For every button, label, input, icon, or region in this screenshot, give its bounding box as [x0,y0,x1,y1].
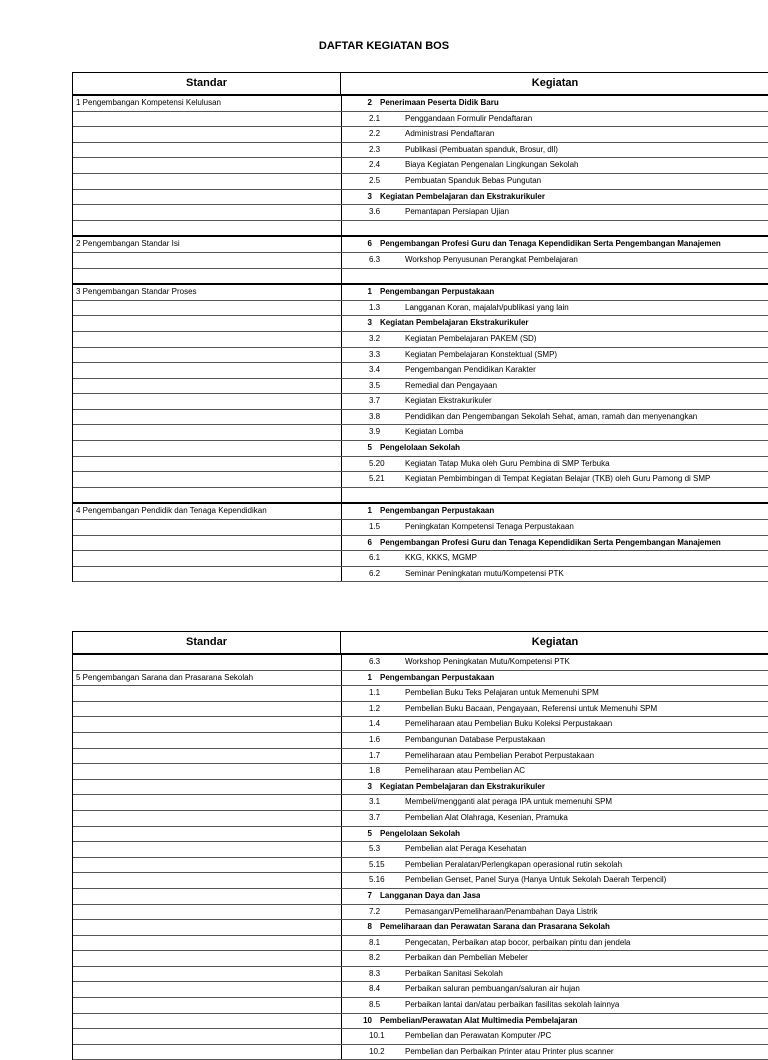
kegiatan-cell [342,457,768,472]
activity-text: Pemantapan Persiapan Ujian [405,207,510,217]
activity-number: 8.2 [369,953,381,963]
kegiatan-cell [342,951,768,966]
activity-number: 3.1 [369,797,381,807]
activity-text: Pengembangan Perpustakaan [380,287,495,297]
activity-number: 6.3 [369,657,381,666]
standar-cell [73,332,342,347]
standar-cell [73,1029,342,1044]
activity-number: 6 [367,239,372,249]
standar-cell [73,951,342,966]
standar-cell [73,873,342,888]
standar-cell [73,174,342,189]
activity-text: Pengembangan Pendidikan Karakter [405,365,536,375]
activity-text: Membeli/mengganti alat peraga IPA untuk memenuhi SPM [405,797,613,807]
activity-text: Pemeliharaan atau Pembelian Buku Koleksi Perpustakaan [405,719,613,729]
kegiatan-cell [342,749,768,764]
activity-number: 3.7 [369,396,381,406]
kegiatan-cell [342,205,768,220]
activity-number: 3.5 [369,380,381,390]
kegiatan-cell [342,237,768,252]
activity-text: Kegiatan Pembelajaran Ekstrakurikuler [380,318,529,328]
standar-cell [73,441,342,456]
table-row [73,520,768,536]
activity-text: Kegiatan Pembelajaran PAKEM (SD) [405,333,537,343]
activity-number: 1.2 [369,703,381,713]
kegiatan-cell [342,174,768,189]
table-row [73,488,768,505]
standar-cell [73,982,342,997]
activity-number: 3 [367,318,372,328]
standar-cell [73,488,342,503]
activity-number: 3.9 [369,427,381,437]
activity-number: 3 [367,191,372,201]
kegiatan-cell [342,285,768,300]
activity-text: Biaya Kegiatan Pengenalan Lingkungan Sekolah [405,160,579,170]
table-row [73,811,768,827]
table-row [73,269,768,286]
activity-number: 3.7 [369,812,381,822]
activity-number: 8.5 [369,1000,381,1010]
table-row [73,237,768,253]
standar-cell [73,363,342,378]
kegiatan-cell [342,221,768,236]
standar-cell [73,858,342,873]
table-row [73,301,768,317]
kegiatan-cell [342,827,768,842]
standar-cell [73,190,342,205]
activity-text: Pemasangan/Pemeliharaan/Penambahan Daya Listrik [405,906,598,916]
activity-text: Pendidikan dan Pengembangan Sekolah Sehat, aman, ramah dan menyenangkan [405,411,698,421]
table-row [73,717,768,733]
activity-text: Pembelian/Perawatan Alat Multimedia Pembelajaran [380,1015,578,1025]
kegiatan-cell [342,536,768,551]
standar-cell [73,348,342,363]
activity-text: Peningkatan Kompetensi Tenaga Perpustakaan [405,522,574,532]
standar-cell [73,551,342,566]
activity-number: 1.7 [369,750,381,760]
kegiatan-cell [342,733,768,748]
kegiatan-cell [342,504,768,519]
standar-cell [73,842,342,857]
activity-text: Pemeliharaan dan Perawatan Sarana dan Prasarana Sekolah [380,922,610,932]
table-row [73,951,768,967]
kegiatan-cell [342,920,768,935]
activity-number: 5.16 [369,875,385,885]
activity-text: Langganan Koran, majalah/publikasi yang lain [405,302,569,312]
activity-number [342,488,372,503]
activity-text: Penggandaan Formulir Pendaftaran [405,113,533,123]
activity-number: 2.4 [369,160,381,170]
table-row [73,127,768,143]
activity-text: Kegiatan Lomba [405,427,464,437]
activity-number: 7.2 [369,906,381,916]
standar-cell [73,749,342,764]
activity-text: Perbaikan Sanitasi Sekolah [405,968,503,978]
standar-cell [73,827,342,842]
activity-table-2 [72,631,768,1060]
activity-number: 5 [367,828,372,838]
activity-number: 2 [367,98,372,107]
standar-cell: 5 Pengembangan Sarana dan Prasarana Sekolah [73,671,342,686]
activity-text: Pembelian dan Perawatan Komputer /PC [405,1031,552,1041]
activity-text: KKG, KKKS, MGMP [405,553,478,563]
standar-cell [73,1014,342,1029]
standar-cell [73,394,342,409]
activity-number: 1 [367,287,372,297]
kegiatan-cell [342,702,768,717]
kegiatan-cell [342,795,768,810]
activity-text [372,221,380,236]
table-row [73,348,768,364]
kegiatan-cell [342,316,768,331]
activity-number: 2.3 [369,144,381,154]
table-header [73,73,768,96]
activity-number: 1.8 [369,766,381,776]
activity-number: 6.2 [369,568,381,578]
standar-cell [73,221,342,236]
activity-text: Pembuatan Spanduk Bebas Pungutan [405,175,542,185]
activity-number: 1.1 [369,688,381,698]
activity-number: 2.5 [369,175,381,185]
standar-cell [73,1045,342,1060]
kegiatan-cell [342,158,768,173]
activity-text: Pengembangan Perpustakaan [380,506,495,516]
activity-text: Kegiatan Pembelajaran dan Ekstrakurikuler [380,191,545,201]
standar-cell: 1 Pengembangan Kompetensi Kelulusan [73,96,342,111]
standar-cell [73,127,342,142]
activity-text: Kegiatan Tatap Muka oleh Guru Pembina di SMP Terbuka [405,458,610,468]
activity-text: Perbaikan lantai dan/atau perbaikan fasilitas sekolah lainnya [405,1000,620,1010]
table-row [73,285,768,301]
standar-cell [73,536,342,551]
standar-cell [73,410,342,425]
kegiatan-cell [342,425,768,440]
table-row [73,920,768,936]
kegiatan-cell [342,410,768,425]
standar-cell [73,316,342,331]
activity-number: 10 [363,1015,372,1025]
activity-text: Pengelolaan Sekolah [380,443,461,453]
table-row [73,143,768,159]
activity-number: 3.3 [369,349,381,359]
table-row [73,551,768,567]
table-row [73,858,768,874]
activity-number: 3 [367,781,372,791]
table-row [73,316,768,332]
standar-cell [73,253,342,268]
activity-number: 1 [367,672,372,682]
standar-cell [73,567,342,582]
table-row [73,425,768,441]
standar-cell [73,379,342,394]
kegiatan-cell [342,1045,768,1060]
table-row [73,780,768,796]
standar-cell: 3 Pengembangan Standar Proses [73,285,342,300]
kegiatan-cell [342,520,768,535]
activity-text: Pembelian Peralatan/Perlengkapan operasional rutin sekolah [405,859,623,869]
standar-cell [73,920,342,935]
table-row [73,158,768,174]
kegiatan-cell [342,112,768,127]
activity-text: Pemeliharaan atau Pembelian Perabot Perpustakaan [405,750,595,760]
standar-cell [73,158,342,173]
table-row [73,379,768,395]
activity-text: Pembangunan Database Perpustakaan [405,734,546,744]
activity-text: Pembelian alat Peraga Kesehatan [405,844,527,854]
activity-number: 6.1 [369,553,381,563]
kegiatan-cell [342,127,768,142]
activity-number: 5.21 [369,474,385,484]
document-title: DAFTAR KEGIATAN BOS [318,40,450,52]
activity-number: 3.6 [369,207,381,217]
activity-text: Kegiatan Pembimbingan di Tempat Kegiatan Belajar (TKB) oleh Guru Pamong di SMP [405,474,711,484]
table-row [73,190,768,206]
activity-text: Pembelian Alat Olahraga, Kesenian, Pramuka [405,812,568,822]
activity-number: 10.1 [369,1031,385,1041]
kegiatan-cell [342,967,768,982]
table-row [73,764,768,780]
kegiatan-cell [342,143,768,158]
kegiatan-cell [342,332,768,347]
table-row [73,441,768,457]
kegiatan-cell [342,551,768,566]
standar-cell [73,967,342,982]
table-row [73,873,768,889]
table-row [73,842,768,858]
table-row [73,795,768,811]
kegiatan-cell [342,671,768,686]
activity-number: 5.20 [369,458,385,468]
activity-number: 5.15 [369,859,385,869]
activity-text: Pembelian Buku Bacaan, Pengayaan, Referensi untuk Memenuhi SPM [405,703,658,713]
table-row [73,889,768,905]
kegiatan-cell [342,717,768,732]
standar-cell [73,112,342,127]
table-row [73,536,768,552]
table-row [73,363,768,379]
kegiatan-cell [342,348,768,363]
standar-cell [73,301,342,316]
activity-text: Langganan Daya dan Jasa [380,890,481,900]
kegiatan-cell [342,686,768,701]
table-row [73,205,768,221]
activity-number: 3.4 [369,365,381,375]
table-row [73,733,768,749]
standar-cell [73,520,342,535]
standar-cell [73,811,342,826]
kegiatan-cell [342,363,768,378]
table-row [73,702,768,718]
activity-text: Pengembangan Profesi Guru dan Tenaga Kependidikan Serta Pengembangan Manajemen [380,537,721,547]
activity-number: 8.4 [369,984,381,994]
standar-cell: 2 Pengembangan Standar Isi [73,237,342,252]
kegiatan-cell [342,301,768,316]
standar-cell [73,795,342,810]
standar-cell [73,936,342,951]
activity-text: Seminar Peningkatan mutu/Kompetensi PTK [405,568,564,578]
kegiatan-cell [342,873,768,888]
kegiatan-cell [342,982,768,997]
kegiatan-cell [342,780,768,795]
standar-cell [73,205,342,220]
table-row [73,1045,768,1060]
table-row [73,567,768,583]
activity-text: Perbaikan dan Pembelian Mebeler [405,953,528,963]
activity-text: Pengembangan Perpustakaan [380,672,495,682]
kegiatan-cell [342,441,768,456]
activity-text: Pemeliharaan atau Pembelian AC [405,766,526,776]
activity-text: Workshop Peningkatan Mutu/Kompetensi PTK [405,657,570,666]
table-row [73,394,768,410]
standar-cell [73,764,342,779]
activity-table-1 [72,72,768,582]
kegiatan-cell [342,567,768,582]
activity-text: Perbaikan saluran pembuangan/saluran air hujan [405,984,580,994]
activity-number: 7 [367,890,372,900]
kegiatan-cell [342,1029,768,1044]
kegiatan-cell [342,488,768,503]
activity-text: Pengembangan Profesi Guru dan Tenaga Kependidikan Serta Pengembangan Manajemen [380,239,721,249]
table-row [73,221,768,238]
standar-cell [73,269,342,284]
activity-number: 8.3 [369,968,381,978]
activity-number: 5.3 [369,844,381,854]
activity-text [372,269,380,284]
standar-cell [73,143,342,158]
header-standar: Standar [73,73,341,94]
standar-cell [73,889,342,904]
standar-cell [73,733,342,748]
kegiatan-cell [342,379,768,394]
kegiatan-cell [342,472,768,487]
kegiatan-cell [342,1014,768,1029]
activity-text: Penerimaan Peserta Didik Baru [380,98,499,107]
table-row [73,112,768,128]
kegiatan-cell [342,905,768,920]
activity-text: Pembelian Buku Teks Pelajaran untuk Memenuhi SPM [405,688,599,698]
table-row [73,936,768,952]
activity-number: 1.5 [369,522,381,532]
kegiatan-cell [342,96,768,111]
kegiatan-cell [342,936,768,951]
table-row [73,749,768,765]
header-kegiatan: Kegiatan [531,636,579,648]
activity-number: 8 [367,922,372,932]
table-row [73,905,768,921]
standar-cell [73,686,342,701]
header-kegiatan: Kegiatan [531,77,579,89]
activity-number: 1 [367,506,372,516]
kegiatan-cell [342,253,768,268]
activity-text: Remedial dan Pengayaan [405,380,498,390]
kegiatan-cell [342,811,768,826]
standar-cell [73,905,342,920]
activity-number: 3.2 [369,333,381,343]
table-row [73,457,768,473]
activity-number: 6 [367,537,372,547]
table-row [73,96,768,112]
table-row [73,332,768,348]
activity-text: Publikasi (Pembuatan spanduk, Brosur, dll) [405,144,558,154]
standar-cell [73,998,342,1013]
table-row [73,410,768,426]
standar-cell [73,457,342,472]
table-row [73,655,768,671]
standar-cell [73,717,342,732]
kegiatan-cell [342,842,768,857]
table-row [73,827,768,843]
activity-number: 1.6 [369,734,381,744]
standar-cell: 4 Pengembangan Pendidik dan Tenaga Kependidikan [73,504,342,519]
table-header [73,632,768,655]
activity-number: 2.1 [369,113,381,123]
activity-text [372,488,380,503]
table-row [73,1029,768,1045]
activity-text: Pengecatan, Perbaikan atap bocor, perbaikan pintu dan jendela [405,937,631,947]
activity-text: Pembelian dan Perbaikan Printer atau Printer plus scanner [405,1046,614,1056]
header-standar: Standar [73,632,341,653]
kegiatan-cell [342,889,768,904]
table-row [73,1014,768,1030]
activity-number: 5 [367,443,372,453]
activity-text: Kegiatan Ekstrakurikuler [405,396,492,406]
standar-cell [73,425,342,440]
table-row [73,504,768,520]
activity-number: 10.2 [369,1046,385,1056]
activity-text: Pembelian Genset, Panel Surya (Hanya Untuk Sekolah Daerah Terpencil) [405,875,667,885]
table-row [73,998,768,1014]
standar-cell [73,702,342,717]
kegiatan-cell [342,190,768,205]
kegiatan-cell [342,394,768,409]
activity-number: 8.1 [369,937,381,947]
activity-number: 3.8 [369,411,381,421]
kegiatan-cell [342,655,768,670]
activity-text: Workshop Penyusunan Perangkat Pembelajaran [405,254,578,264]
activity-text: Administrasi Pendaftaran [405,129,495,139]
table-row [73,253,768,269]
table-row [73,174,768,190]
activity-text: Kegiatan Pembelajaran Konstektual (SMP) [405,349,558,359]
kegiatan-cell [342,764,768,779]
kegiatan-cell [342,858,768,873]
activity-number: 6.3 [369,254,381,264]
table-row [73,982,768,998]
table-row [73,671,768,687]
table-row [73,472,768,488]
activity-number: 1.4 [369,719,381,729]
standar-cell [73,655,342,670]
activity-number [342,221,372,236]
activity-text: Kegiatan Pembelajaran dan Ekstrakurikuler [380,781,545,791]
kegiatan-cell [342,998,768,1013]
activity-number [342,269,372,284]
kegiatan-cell [342,269,768,284]
table-row [73,686,768,702]
activity-number: 1.3 [369,302,381,312]
activity-text: Pengelolaan Sekolah [380,828,461,838]
activity-number: 2.2 [369,129,381,139]
standar-cell [73,472,342,487]
standar-cell [73,780,342,795]
table-row [73,967,768,983]
